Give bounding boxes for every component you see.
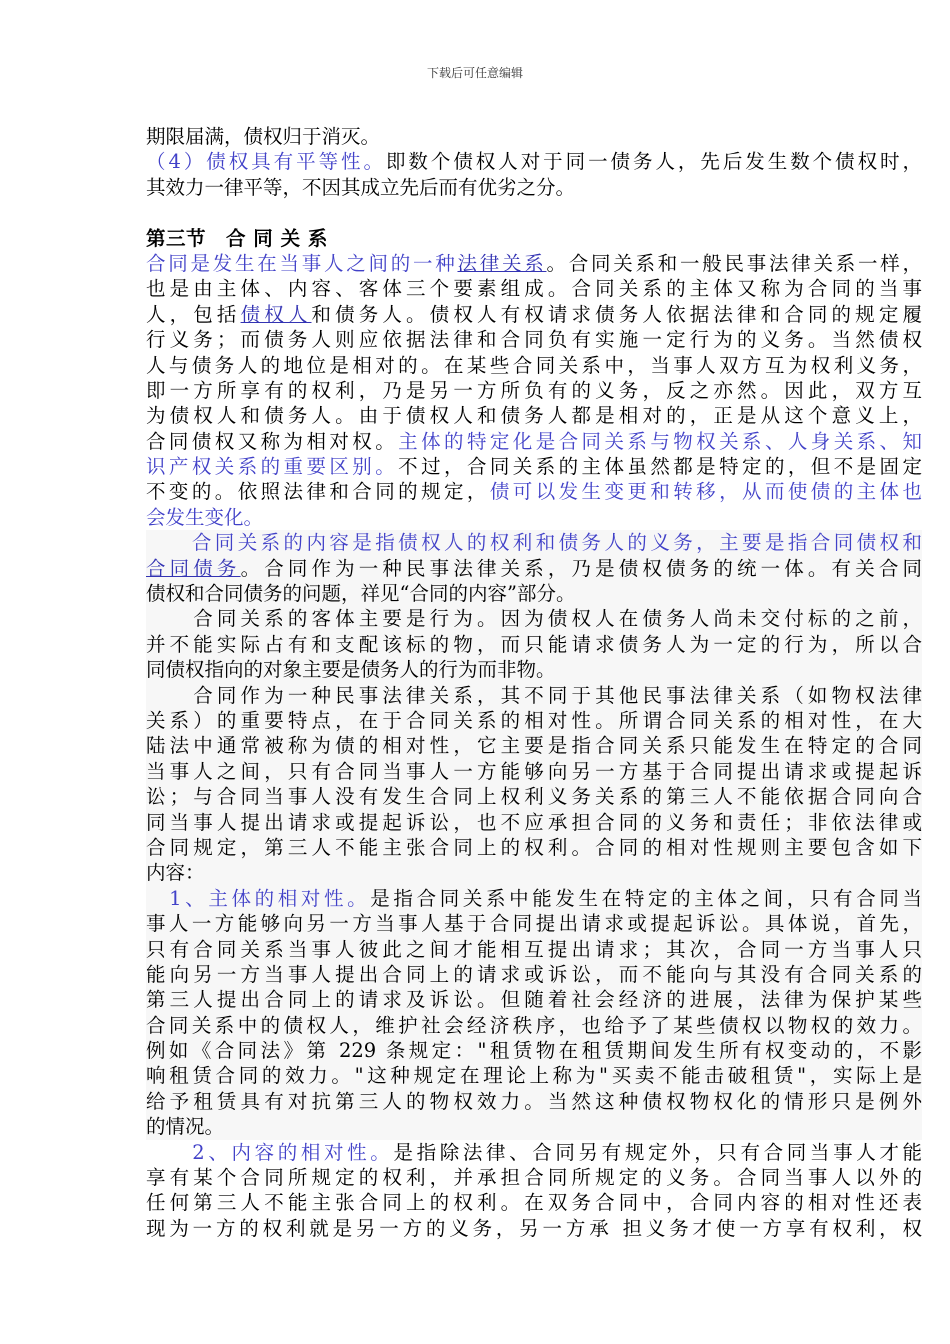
text-line bbox=[146, 1140, 922, 1165]
text-line: 第三人提出合同上的请求及诉讼。但随着社会经济的进展，法律为保护某些 bbox=[146, 988, 922, 1012]
text-line: 行义务；而债务人则应依据法律和合同负有实施一定行为的义务。当然债权 bbox=[146, 328, 922, 352]
text-line: 同债权指向的对象主要是债务人的行为而非物。 bbox=[146, 658, 556, 682]
text-line bbox=[146, 505, 922, 530]
text-fragment: 即数个债权人对于同一债务人，先后发生数个债权时， bbox=[385, 150, 922, 174]
text-line bbox=[146, 429, 922, 454]
text-fragment: 人，包括 bbox=[146, 302, 241, 326]
document-body bbox=[146, 124, 922, 1241]
text-fragment: 。合同关系和一般民事法律关系一样， bbox=[546, 251, 922, 275]
text-line: 合同作为一种民事法律关系，其不同于其他民事法律关系（如物权法律 bbox=[146, 683, 922, 707]
text-line: 同当事人提出请求或提起诉讼，也不应承担合同的义务和责任；非依法律或 bbox=[146, 810, 922, 834]
highlight-text: 1、主体的相对性。 bbox=[146, 886, 371, 910]
text-line: 能向另一方当事人提出合同上的请求或诉讼，而不能向与其没有合同关系的 bbox=[146, 962, 922, 986]
paragraph-creditor-equality bbox=[146, 124, 922, 200]
contract-debt-link[interactable]: 合同债务 bbox=[146, 556, 241, 580]
text-fragment: 。合同作为一种民事法律关系，乃是债权债务的统一体。有关合同 bbox=[240, 556, 922, 580]
text-line bbox=[146, 886, 922, 911]
text-line bbox=[146, 149, 922, 174]
text-line: 的情况。 bbox=[146, 1115, 225, 1139]
text-line bbox=[146, 556, 922, 581]
text-line: 为债权人和债务人。由于债权人和债务人都是相对的，正是从这个意义上， bbox=[146, 404, 922, 428]
text-line: 期限届满，债权归于消灭。 bbox=[146, 125, 381, 148]
text-line: 也是由主体、内容、客体三个要素组成。合同关系的主体又称为合同的当事 bbox=[146, 277, 922, 301]
text-fragment: 和债务人。债权人有权请求债务人依据法律和合同的规定履 bbox=[311, 302, 922, 326]
spacer bbox=[146, 200, 922, 225]
paragraph-relativity bbox=[146, 683, 922, 886]
text-line: 内容： bbox=[146, 861, 205, 885]
highlight-text: （4）债权具有平等性。 bbox=[146, 150, 386, 174]
highlight-text: 识产权关系的重要区别。 bbox=[146, 455, 399, 479]
text-line: 现为一方的权利就是另一方的义务，另一方承 担义务才使一方享有权利，权 bbox=[146, 1216, 922, 1240]
text-line: 即一方所享有的权利，乃是另一方所负有的义务，反之亦然。因此，双方互 bbox=[146, 378, 922, 402]
text-line: 并不能实际占有和支配该标的物，而只能请求债务人为一定的行为，所以合 bbox=[146, 632, 922, 656]
text-line bbox=[146, 479, 922, 504]
text-line: 享有某个合同所规定的权利，并承担合同所规定的义务。合同当事人以外的 bbox=[146, 1166, 922, 1190]
page-header-note: 下载后可任意编辑 bbox=[426, 66, 523, 80]
text-line: 合同关系的客体主要是行为。因为债权人在债务人尚未交付标的之前， bbox=[146, 607, 922, 631]
paragraph-subject-relativity bbox=[146, 886, 922, 1140]
text-line: 合同关系中的债权人，维护社会经济秩序，也给予了某些债权以物权的效力。 bbox=[146, 1013, 922, 1037]
paragraph-content-relativity bbox=[146, 1140, 922, 1242]
paragraph-contract-object bbox=[146, 606, 922, 682]
text-line: 讼；与合同当事人没有发生合同上权利义务关系的第三人不能依据合同向合 bbox=[146, 785, 922, 809]
highlight-text: 2、内容的相对性。 bbox=[146, 1140, 394, 1164]
text-line: 关系）的重要特点，在于合同关系的相对性。所谓合同关系的相对性，在大 bbox=[146, 708, 922, 732]
text-line: 事人一方能够向另一方当事人基于合同提出请求或提起诉讼。具体说，首先， bbox=[146, 912, 922, 936]
text-line: 当事人之间，只有合同当事人一方能够向另一方基于合同提出请求或提起诉 bbox=[146, 759, 922, 783]
highlight-text: 会发生变化。 bbox=[146, 505, 264, 529]
text-line: 债权和合同债务的问题，祥见“合同的内容”部分。 bbox=[146, 582, 576, 606]
highlight-text: 主体的特定化是合同关系与物权关系、人身关系、知 bbox=[398, 429, 922, 453]
text-line: 人与债务人的地位是相对的。在某些合同关系中，当事人双方互为权利义务， bbox=[146, 353, 922, 377]
text-line bbox=[146, 454, 922, 479]
text-line: 给予租赁具有对抗第三人的物权效力。当然这种债权物权化的情形只是例外 bbox=[146, 1089, 922, 1113]
text-fragment: 不过，合同关系的主体虽然都是特定的，但不是固定 bbox=[398, 455, 922, 479]
text-line: 陆法中通常被称为债的相对性，它主要是指合同关系只能发生在特定的合同 bbox=[146, 734, 922, 758]
text-line bbox=[146, 302, 922, 327]
paragraph-contract-relation bbox=[146, 251, 922, 530]
highlight-text: 债可以发生变更和转移，从而使债的主体也 bbox=[489, 480, 922, 504]
text-line: 其效力一律平等，不因其成立先后而有优劣之分。 bbox=[146, 175, 576, 199]
text-line: 只有合同关系当事人彼此之间才能相互提出请求；其次，合同一方当事人只 bbox=[146, 937, 922, 961]
text-fragment: 是指合同关系中能发生在特定的主体之间，只有合同当 bbox=[370, 886, 922, 910]
text-line: 任何第三人不能主张合同上的权利。在双务合同中，合同内容的相对性还表 bbox=[146, 1191, 922, 1215]
section-title: 第三节 合 同 关 系 bbox=[146, 226, 328, 250]
text-line: 合同规定，第三人不能主张合同上的权利。合同的相对性规则主要包含如下 bbox=[146, 835, 922, 859]
legal-relation-link[interactable]: 法律关系 bbox=[457, 251, 547, 275]
paragraph-contract-content bbox=[146, 530, 922, 606]
text-line bbox=[146, 251, 922, 276]
creditor-link[interactable]: 债权人 bbox=[240, 302, 312, 326]
text-line: 响租赁合同的效力。"这种规定在理论上称为"买卖不能击破租赁"，实际上是 bbox=[146, 1064, 922, 1088]
text-fragment: 合同债权又称为相对权。 bbox=[146, 429, 399, 453]
text-line: 合同关系的内容是指债权人的权利和债务人的义务，主要是指合同债权和 bbox=[146, 531, 922, 555]
text-fragment: 是指除法律、合同另有规定外，只有合同当事人才能 bbox=[393, 1140, 922, 1164]
text-line: 例如《合同法》第 229 条规定："租赁物在租赁期间发生所有权变动的，不影 bbox=[146, 1039, 922, 1063]
highlight-text: 合同是发生在当事人之间的一种 bbox=[146, 251, 458, 275]
text-fragment: 不变的。依照法律和合同的规定， bbox=[146, 480, 490, 504]
